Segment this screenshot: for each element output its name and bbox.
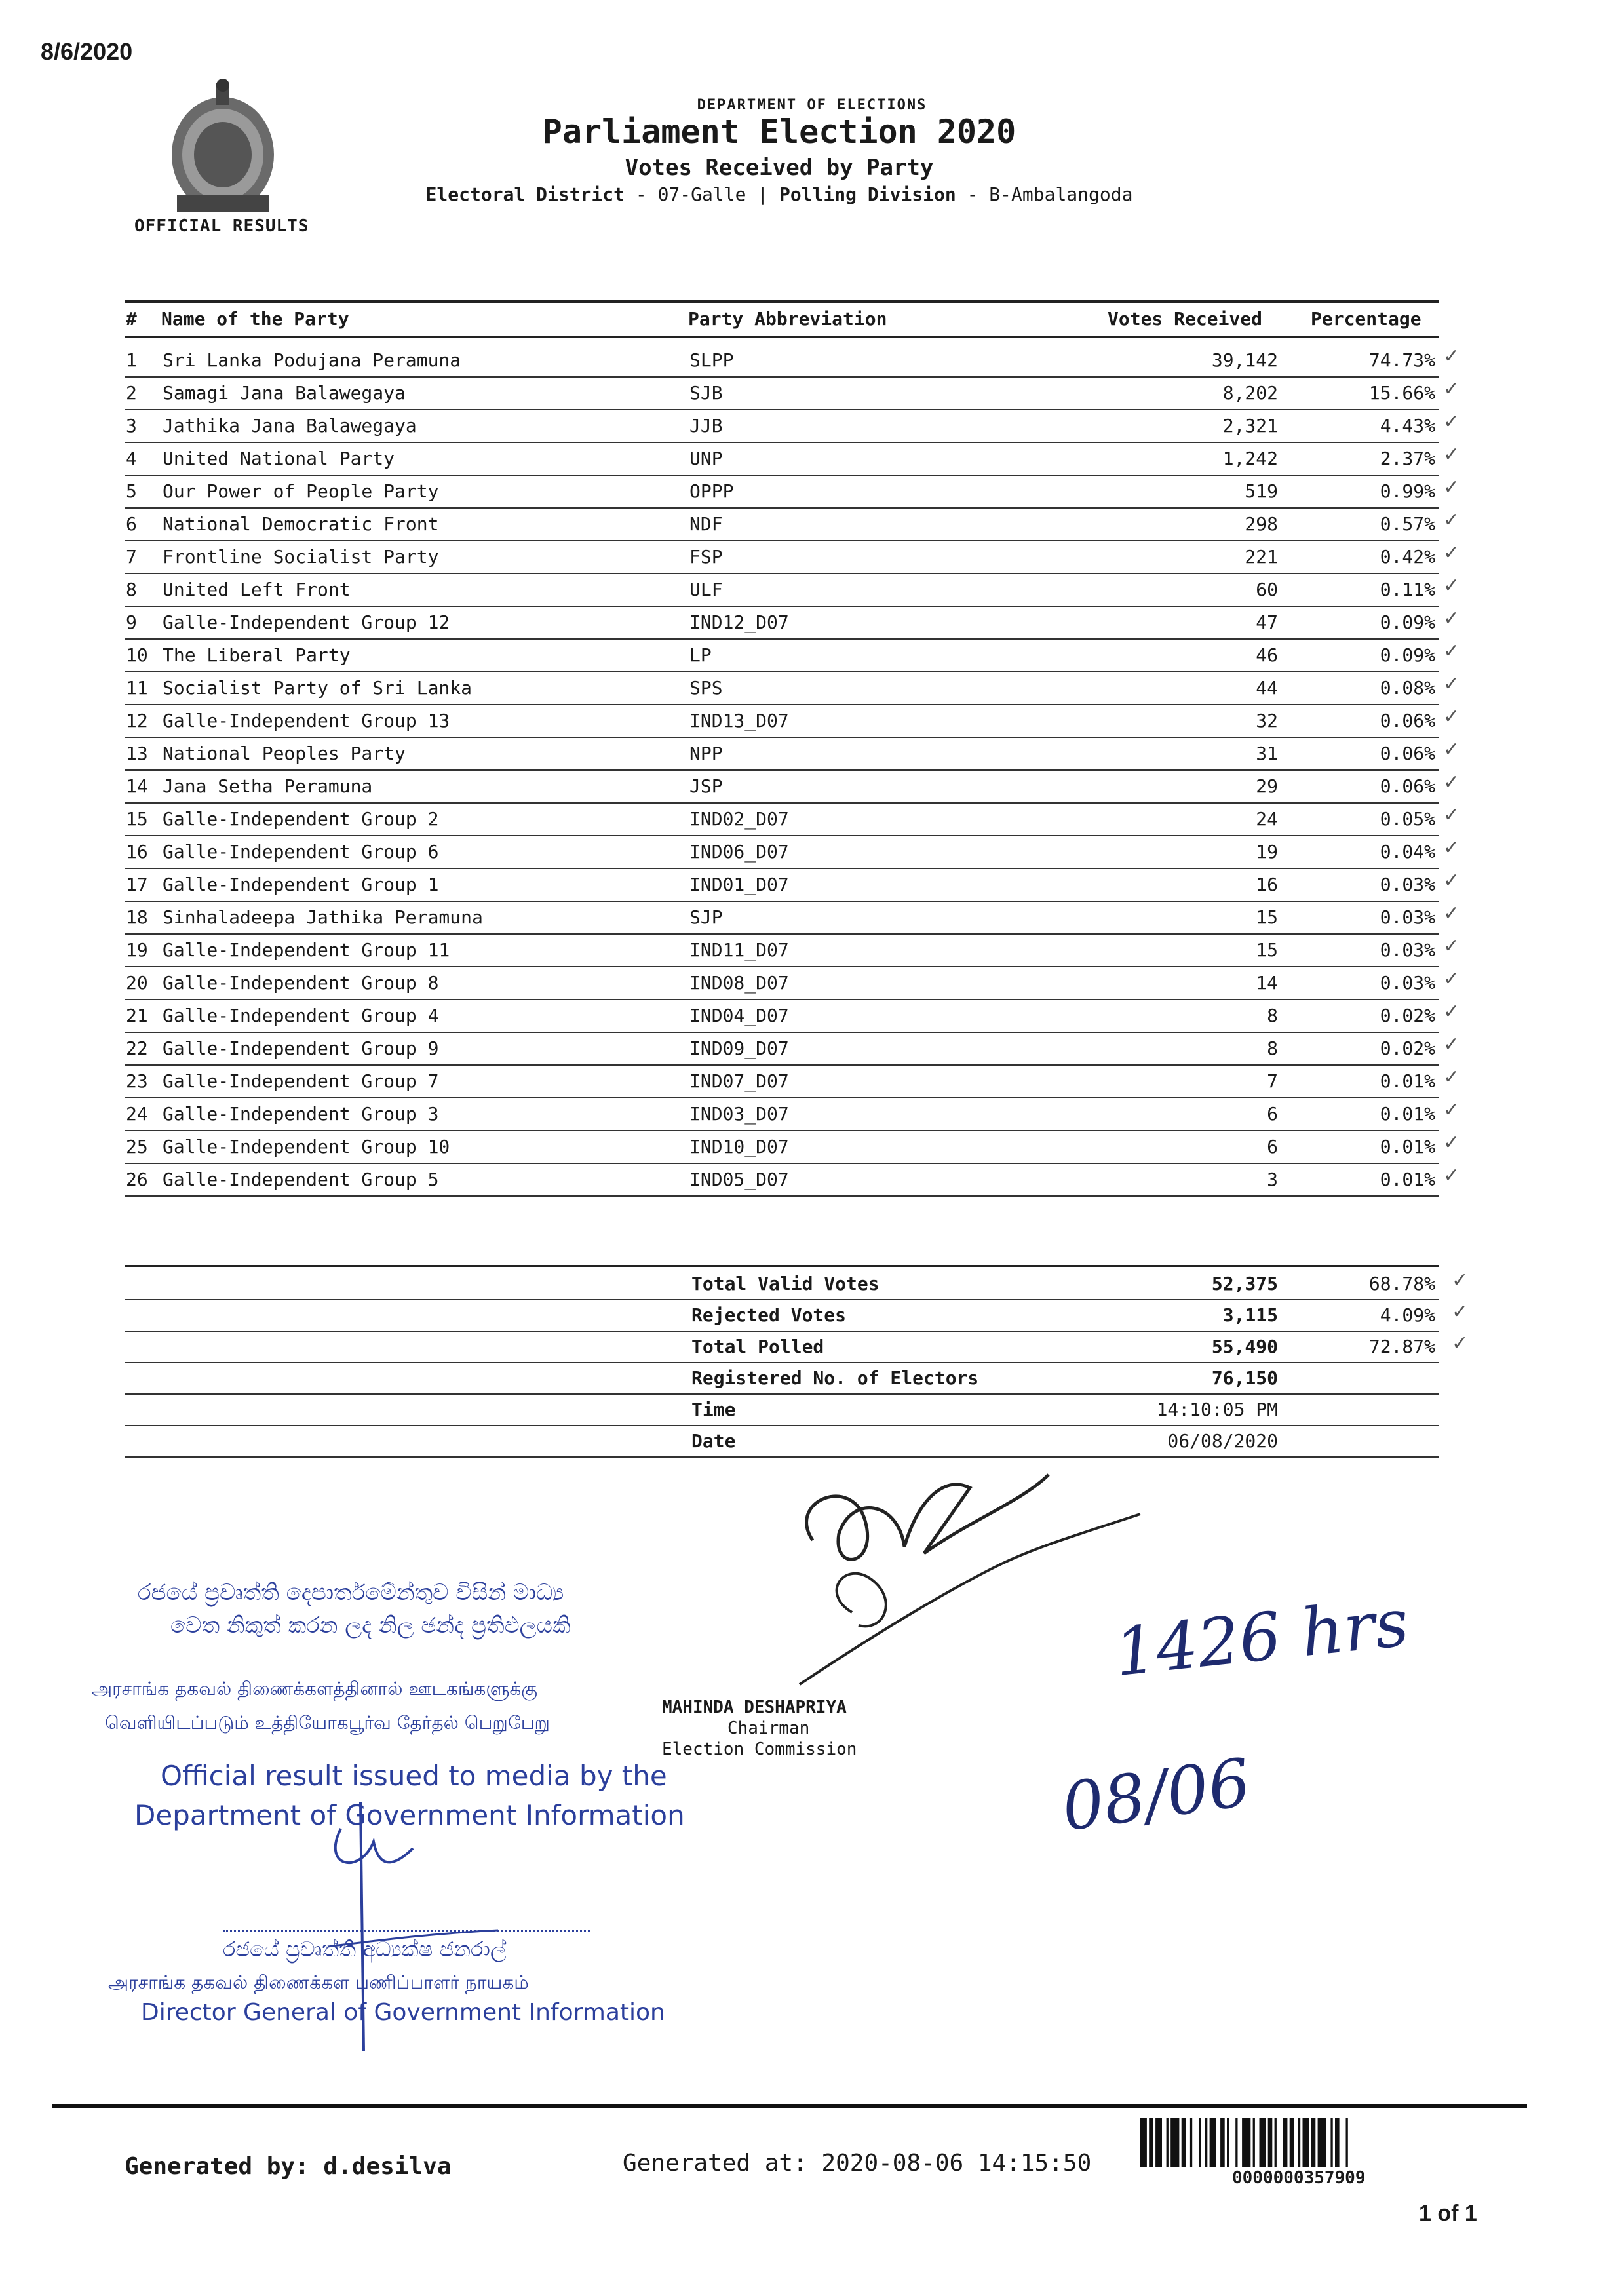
signature-icon [773,1462,1167,1698]
table-row [125,704,1439,705]
checkmark-icon: ✓ [1443,640,1460,663]
row-number: 16 [126,841,148,863]
votes-received: 47 [1256,612,1278,633]
summary-rule [125,1425,1439,1426]
votes-received: 46 [1256,644,1278,666]
party-name: Socialist Party of Sri Lanka [163,677,473,699]
party-abbreviation: SLPP [689,349,734,371]
votes-received: 29 [1256,775,1278,797]
row-number: 3 [126,415,137,437]
party-name: Frontline Socialist Party [163,546,439,568]
votes-received: 221 [1245,546,1278,568]
party-name: Galle-Independent Group 5 [163,1169,439,1190]
checkmark-icon: ✓ [1443,1131,1460,1154]
percentage: 15.66% [1368,382,1435,404]
percentage: 0.06% [1380,775,1435,797]
table-top-rule [125,300,1439,303]
checkmark-icon: ✓ [1452,1332,1469,1355]
row-number: 1 [126,349,137,371]
party-name: Galle-Independent Group 13 [163,710,450,731]
stamp-dg-english: Director General of Government Information [141,1999,665,2026]
party-abbreviation: IND04_D07 [689,1005,789,1026]
votes-received: 32 [1256,710,1278,731]
row-number: 17 [126,874,148,895]
party-abbreviation: IND09_D07 [689,1038,789,1059]
party-abbreviation: SJP [689,906,723,928]
table-row [125,1130,1439,1131]
row-number: 19 [126,939,148,961]
percentage: 0.06% [1380,710,1435,731]
checkmark-icon: ✓ [1443,476,1460,499]
table-row [125,1097,1439,1098]
table-row [125,1195,1439,1197]
checkmark-icon: ✓ [1452,1269,1469,1292]
party-abbreviation: UNP [689,448,723,469]
handwritten-time: 1426 hrs [1111,1583,1412,1692]
party-name: Galle-Independent Group 6 [163,841,439,863]
summary-rule [125,1456,1439,1458]
checkmark-icon: ✓ [1443,869,1460,892]
percentage: 0.06% [1380,743,1435,764]
row-number: 6 [126,513,137,535]
department-label: DEPARTMENT OF ELECTIONS [697,97,927,113]
row-number: 7 [126,546,137,568]
votes-received: 298 [1245,513,1278,535]
official-results-label: OFFICIAL RESULTS [134,216,309,236]
summary-value: 14:10:05 PM [1156,1399,1278,1420]
checkmark-icon: ✓ [1443,902,1460,925]
votes-received: 519 [1245,480,1278,502]
party-abbreviation: IND12_D07 [689,612,789,633]
summary-label: Rejected Votes [691,1304,847,1326]
party-name: Galle-Independent Group 3 [163,1103,439,1125]
handwritten-date: 08/06 [1057,1743,1255,1846]
party-abbreviation: SPS [689,677,723,699]
stamp-signature-scribble [301,1776,511,2051]
party-abbreviation: NPP [689,743,723,764]
percentage: 0.04% [1380,841,1435,863]
checkmark-icon: ✓ [1443,1098,1460,1121]
party-name: Sri Lanka Podujana Peramuna [163,349,461,371]
table-row [125,1032,1439,1033]
row-number: 9 [126,612,137,633]
district-line: Electoral District - 07-Galle | Polling Division - B-Ambalangoda [425,184,1133,205]
row-number: 12 [126,710,148,731]
signatory-org: Election Commission [662,1739,857,1759]
summary-value: 3,115 [1222,1304,1278,1326]
votes-received: 14 [1256,972,1278,994]
party-name: Galle-Independent Group 1 [163,874,439,895]
party-abbreviation: IND11_D07 [689,939,789,961]
percentage: 4.43% [1380,415,1435,437]
percentage: 0.42% [1380,546,1435,568]
party-abbreviation: SJB [689,382,723,404]
row-number: 23 [126,1070,148,1092]
table-row [125,376,1439,378]
footer-rule [52,2104,1527,2108]
checkmark-icon: ✓ [1443,410,1460,433]
summary-label: Total Polled [691,1336,824,1357]
summary-value: 06/08/2020 [1167,1430,1278,1452]
barcode-icon [1140,2118,1504,2167]
votes-received: 8,202 [1222,382,1278,404]
checkmark-icon: ✓ [1443,509,1460,532]
checkmark-icon: ✓ [1443,672,1460,695]
page-title: Parliament Election 2020 [542,113,1016,151]
row-number: 2 [126,382,137,404]
percentage: 0.01% [1380,1136,1435,1157]
votes-received: 16 [1256,874,1278,895]
row-number: 4 [126,448,137,469]
row-number: 10 [126,644,148,666]
stamp-sinhala-line1: රජයේ ප්‍රවෘත්ති දෙපාර්තමේන්තුව විසින් මාධ්‍ය [138,1580,564,1606]
signatory-name: MAHINDA DESHAPRIYA [662,1698,847,1717]
division-value: B-Ambalangoda [989,184,1133,205]
summary-rule [125,1362,1439,1363]
checkmark-icon: ✓ [1443,1033,1460,1056]
percentage: 0.11% [1380,579,1435,600]
percentage: 0.08% [1380,677,1435,699]
party-abbreviation: IND08_D07 [689,972,789,994]
percentage: 74.73% [1368,349,1435,371]
signatory-role: Chairman [727,1719,810,1738]
votes-received: 19 [1256,841,1278,863]
col-header-name: Name of the Party [161,308,349,330]
votes-received: 6 [1267,1136,1278,1157]
votes-received: 15 [1256,906,1278,928]
summary-value: 52,375 [1211,1273,1278,1294]
votes-received: 8 [1267,1005,1278,1026]
percentage: 0.03% [1380,874,1435,895]
row-number: 21 [126,1005,148,1026]
row-number: 5 [126,480,137,502]
votes-received: 2,321 [1222,415,1278,437]
row-number: 8 [126,579,137,600]
checkmark-icon: ✓ [1443,607,1460,630]
page-number: 1 of 1 [1419,2201,1477,2226]
party-name: Jathika Jana Balawegaya [163,415,417,437]
division-label: Polling Division [779,184,956,205]
table-row [125,835,1439,836]
summary-label: Registered No. of Electors [691,1367,979,1389]
percentage: 0.02% [1380,1005,1435,1026]
checkmark-icon: ✓ [1443,345,1460,368]
checkmark-icon: ✓ [1443,541,1460,564]
table-row [125,933,1439,935]
party-name: United National Party [163,448,395,469]
percentage: 0.02% [1380,1038,1435,1059]
party-name: National Peoples Party [163,743,406,764]
checkmark-icon: ✓ [1443,574,1460,597]
col-header-percentage: Percentage [1311,308,1421,330]
row-number: 20 [126,972,148,994]
percentage: 0.01% [1380,1070,1435,1092]
party-abbreviation: NDF [689,513,723,535]
summary-rule [125,1393,1439,1395]
percentage: 0.09% [1380,612,1435,633]
stamp-english-line2: Department of Government Information [134,1799,685,1831]
table-row [125,737,1439,738]
percentage: 0.03% [1380,906,1435,928]
party-name: Galle-Independent Group 7 [163,1070,439,1092]
row-number: 22 [126,1038,148,1059]
votes-received: 3 [1267,1169,1278,1190]
table-row [125,1163,1439,1164]
table-row [125,802,1439,804]
district-value: 07-Galle [657,184,746,205]
summary-value: 55,490 [1211,1336,1278,1357]
summary-label: Date [691,1430,736,1452]
votes-received: 39,142 [1211,349,1278,371]
votes-received: 8 [1267,1038,1278,1059]
table-header-rule [125,336,1439,338]
summary-label: Time [691,1399,736,1420]
party-abbreviation: IND01_D07 [689,874,789,895]
party-abbreviation: IND07_D07 [689,1070,789,1092]
row-number: 26 [126,1169,148,1190]
votes-received: 1,242 [1222,448,1278,469]
table-row [125,442,1439,443]
generated-by: Generated by: d.desilva [125,2153,452,2180]
table-row [125,573,1439,574]
print-date: 8/6/2020 [41,38,133,65]
party-abbreviation: FSP [689,546,723,568]
row-number: 14 [126,775,148,797]
district-label: Electoral District [425,184,625,205]
row-number: 15 [126,808,148,830]
percentage: 0.99% [1380,480,1435,502]
votes-received: 24 [1256,808,1278,830]
summary-label: Total Valid Votes [691,1273,880,1294]
row-number: 18 [126,906,148,928]
barcode-number: 0000000357909 [1232,2168,1366,2188]
summary-rule [125,1331,1439,1332]
summary-top-rule [125,1265,1439,1267]
stamp-sinhala-line2: වෙත නිකුත් කරන ලද නිල ඡන්ද ප්‍රතිඵලයකි [170,1612,571,1639]
table-row [125,901,1439,902]
party-name: Samagi Jana Balawegaya [163,382,406,404]
row-number: 25 [126,1136,148,1157]
checkmark-icon: ✓ [1452,1300,1469,1323]
party-abbreviation: JJB [689,415,723,437]
percentage: 0.03% [1380,972,1435,994]
summary-percentage: 72.87% [1368,1336,1435,1357]
party-name: Galle-Independent Group 8 [163,972,439,994]
party-name: Galle-Independent Group 2 [163,808,439,830]
percentage: 0.57% [1380,513,1435,535]
percentage: 2.37% [1380,448,1435,469]
party-abbreviation: IND03_D07 [689,1103,789,1125]
party-name: Our Power of People Party [163,480,439,502]
party-name: Galle-Independent Group 10 [163,1136,450,1157]
summary-value: 76,150 [1211,1367,1278,1389]
summary-percentage: 68.78% [1368,1273,1435,1294]
stamp-tamil-line1: அரசாங்க தகவல் திணைக்களத்தினால் ஊடகங்களுக்கு [92,1678,538,1700]
table-row [125,966,1439,967]
votes-received: 44 [1256,677,1278,699]
table-row [125,540,1439,541]
party-name: Galle-Independent Group 12 [163,612,450,633]
party-abbreviation: IND06_D07 [689,841,789,863]
party-name: Jana Setha Peramuna [163,775,373,797]
checkmark-icon: ✓ [1443,771,1460,794]
party-abbreviation: IND10_D07 [689,1136,789,1157]
checkmark-icon: ✓ [1443,738,1460,761]
party-abbreviation: IND02_D07 [689,808,789,830]
stamp-english-line1: Official result issued to media by the [161,1760,667,1792]
votes-received: 15 [1256,939,1278,961]
party-name: Galle-Independent Group 11 [163,939,450,961]
party-name: Galle-Independent Group 4 [163,1005,439,1026]
col-header-no: # [126,308,137,330]
votes-received: 60 [1256,579,1278,600]
row-number: 24 [126,1103,148,1125]
party-name: Galle-Independent Group 9 [163,1038,439,1059]
percentage: 0.05% [1380,808,1435,830]
party-name: Sinhaladeepa Jathika Peramuna [163,906,483,928]
col-header-abbr: Party Abbreviation [688,308,887,330]
votes-received: 7 [1267,1070,1278,1092]
row-number: 13 [126,743,148,764]
party-abbreviation: OPPP [689,480,734,502]
table-row [125,475,1439,476]
summary-rule [125,1299,1439,1300]
checkmark-icon: ✓ [1443,705,1460,728]
party-abbreviation: IND05_D07 [689,1169,789,1190]
checkmark-icon: ✓ [1443,804,1460,826]
checkmark-icon: ✓ [1443,1164,1460,1187]
stamp-dg-sinhala: රජයේ ප්‍රවෘත්ති අධ්‍යක්ෂ ජනරාල් [223,1937,507,1962]
table-row [125,606,1439,607]
votes-received: 6 [1267,1103,1278,1125]
party-name: National Democratic Front [163,513,439,535]
table-row [125,507,1439,509]
party-abbreviation: JSP [689,775,723,797]
row-number: 11 [126,677,148,699]
percentage: 0.09% [1380,644,1435,666]
percentage: 0.01% [1380,1103,1435,1125]
checkmark-icon: ✓ [1443,378,1460,400]
party-abbreviation: ULF [689,579,723,600]
checkmark-icon: ✓ [1443,967,1460,990]
stamp-tamil-line2: வெளியிடப்படும் உத்தியோகபூர்வ தேர்தல் பெறுபேறு [105,1712,550,1734]
col-header-votes: Votes Received [1108,308,1263,330]
table-row [125,868,1439,869]
party-name: The Liberal Party [163,644,351,666]
votes-received: 31 [1256,743,1278,764]
checkmark-icon: ✓ [1443,935,1460,958]
percentage: 0.03% [1380,939,1435,961]
table-row [125,638,1439,640]
page-subtitle: Votes Received by Party [625,155,934,181]
checkmark-icon: ✓ [1443,1000,1460,1023]
party-abbreviation: LP [689,644,712,666]
party-name: United Left Front [163,579,351,600]
summary-percentage: 4.09% [1380,1304,1435,1326]
checkmark-icon: ✓ [1443,1066,1460,1089]
table-row [125,409,1439,410]
generated-at: Generated at: 2020-08-06 14:15:50 [623,2150,1092,2177]
stamp-dg-tamil: அரசாங்க தகவல் திணைக்கள பணிப்பாளர் நாயகம் [108,1972,529,1993]
table-row [125,1064,1439,1066]
percentage: 0.01% [1380,1169,1435,1190]
table-row [125,671,1439,672]
table-row [125,769,1439,771]
table-row [125,999,1439,1000]
party-abbreviation: IND13_D07 [689,710,789,731]
checkmark-icon: ✓ [1443,836,1460,859]
checkmark-icon: ✓ [1443,443,1460,466]
